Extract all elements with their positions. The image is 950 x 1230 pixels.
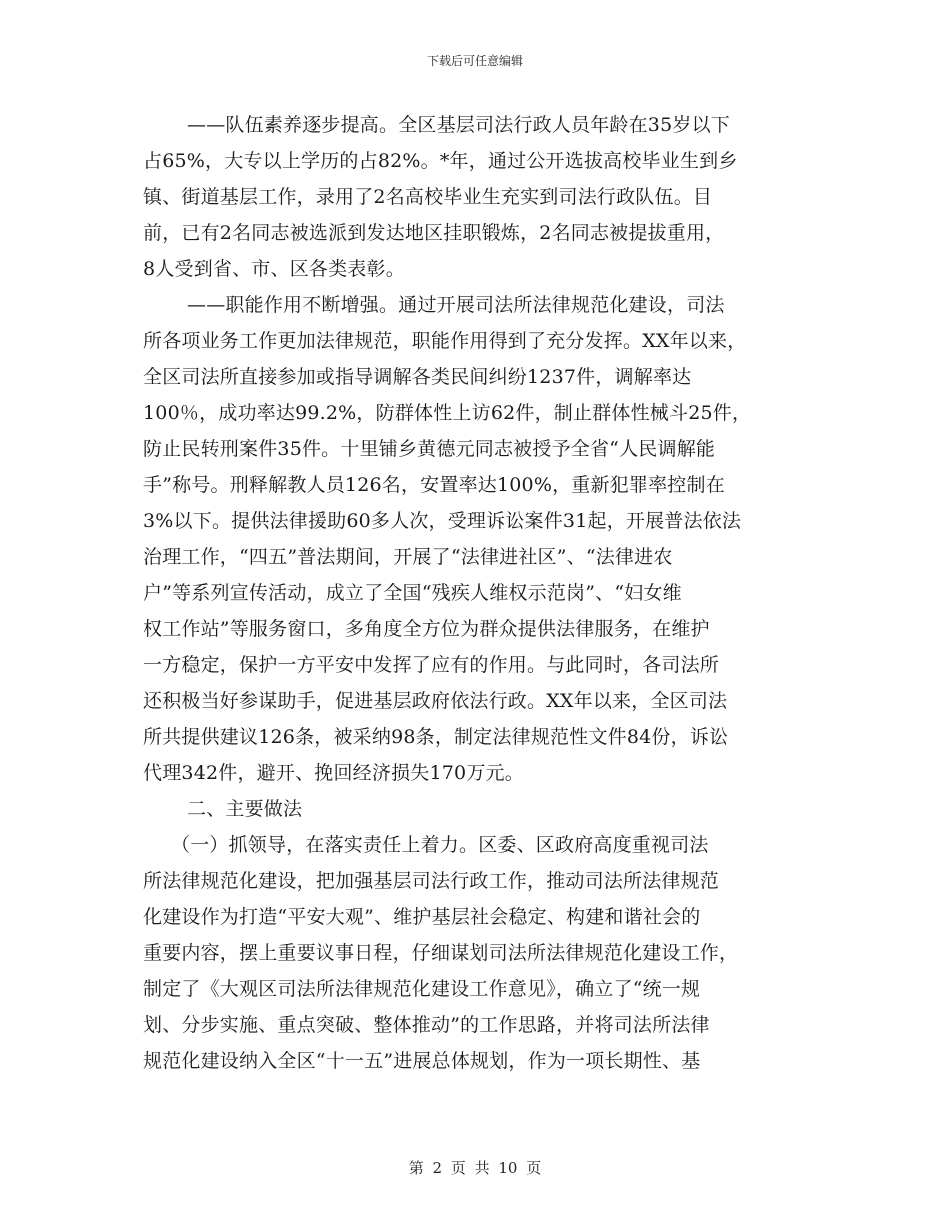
page-header: 下载后可任意编辑 xyxy=(426,54,523,68)
text-line: 治理工作，“四五”普法期间，开展了“法律进社区”、“法律进农 xyxy=(143,546,673,568)
text-line: ——职能作用不断增强。通过开展司法所法律规范化建设，司法 xyxy=(187,294,725,316)
text-line: 一方稳定，保护一方平安中发挥了应有的作用。与此同时，各司法所 xyxy=(143,654,720,676)
text-line: 化建设作为打造“平安大观”、维护基层社会稳定、构建和谐社会的 xyxy=(143,906,701,928)
text-line: 8人受到省、市、区各类表彰。 xyxy=(143,258,405,280)
text-line: 防止民转刑案件35件。十里铺乡黄德元同志被授予全省“人民调解能 xyxy=(143,438,716,460)
text-line: 划、分步实施、重点突破、整体推动”的工作思路，并将司法所法律 xyxy=(143,1014,710,1036)
text-line: 所法律规范化建设，把加强基层司法行政工作，推动司法所法律规范 xyxy=(143,870,720,892)
text-line: 100％，成功率达99.2%，防群体性上访62件，制止群体性械斗25件， xyxy=(143,402,752,424)
text-line: 3%以下。提供法律援助60多人次，受理诉讼案件31起，开展普法依法 xyxy=(143,510,742,532)
page-number-footer: 第 2 页 共 10 页 xyxy=(408,1159,542,1177)
section-heading: 二、主要做法 xyxy=(187,798,303,820)
text-line: ——队伍素养逐步提高。全区基层司法行政人员年龄在35岁以下 xyxy=(187,114,730,136)
text-line: （一）抓领导，在落实责任上着力。区委、区政府高度重视司法 xyxy=(171,834,709,856)
text-line: 规范化建设纳入全区“十一五”进展总体规划，作为一项长期性、基 xyxy=(143,1050,701,1072)
text-line: 镇、街道基层工作，录用了2名高校毕业生充实到司法行政队伍。目 xyxy=(143,186,713,208)
text-line: 所各项业务工作更加法律规范，职能作用得到了充分发挥。XX年以来， xyxy=(143,330,747,352)
text-line: 占65%，大专以上学历的占82%。*年，通过公开选拔高校毕业生到乡 xyxy=(143,150,738,172)
text-line: 代理342件，避开、挽回经济损失170万元。 xyxy=(143,762,524,784)
text-line: 所共提供建议126条，被采纳98条，制定法律规范性文件84份，诉讼 xyxy=(143,726,729,748)
text-line: 重要内容，摆上重要议事日程，仔细谋划司法所法律规范化建设工作， xyxy=(143,942,739,964)
text-line: 全区司法所直接参加或指导调解各类民间纠纷1237件，调解率达 xyxy=(143,366,692,388)
text-line: 前，已有2名同志被选派到发达地区挂职锻炼，2名同志被提拔重用， xyxy=(143,222,725,244)
text-line: 手”称号。刑释解教人员126名，安置率达100%，重新犯罪率控制在 xyxy=(143,474,725,496)
text-line: 户”等系列宣传活动，成立了全国“残疾人维权示范岗”、“妇女维 xyxy=(143,582,682,604)
text-line: 还积极当好参谋助手，促进基层政府依法行政。XX年以来，全区司法 xyxy=(143,690,728,712)
text-line: 制定了《大观区司法所法律规范化建设工作意见》，确立了“统一规 xyxy=(143,978,701,1000)
text-line: 权工作站”等服务窗口，多角度全方位为群众提供法律服务，在维护 xyxy=(143,618,710,640)
